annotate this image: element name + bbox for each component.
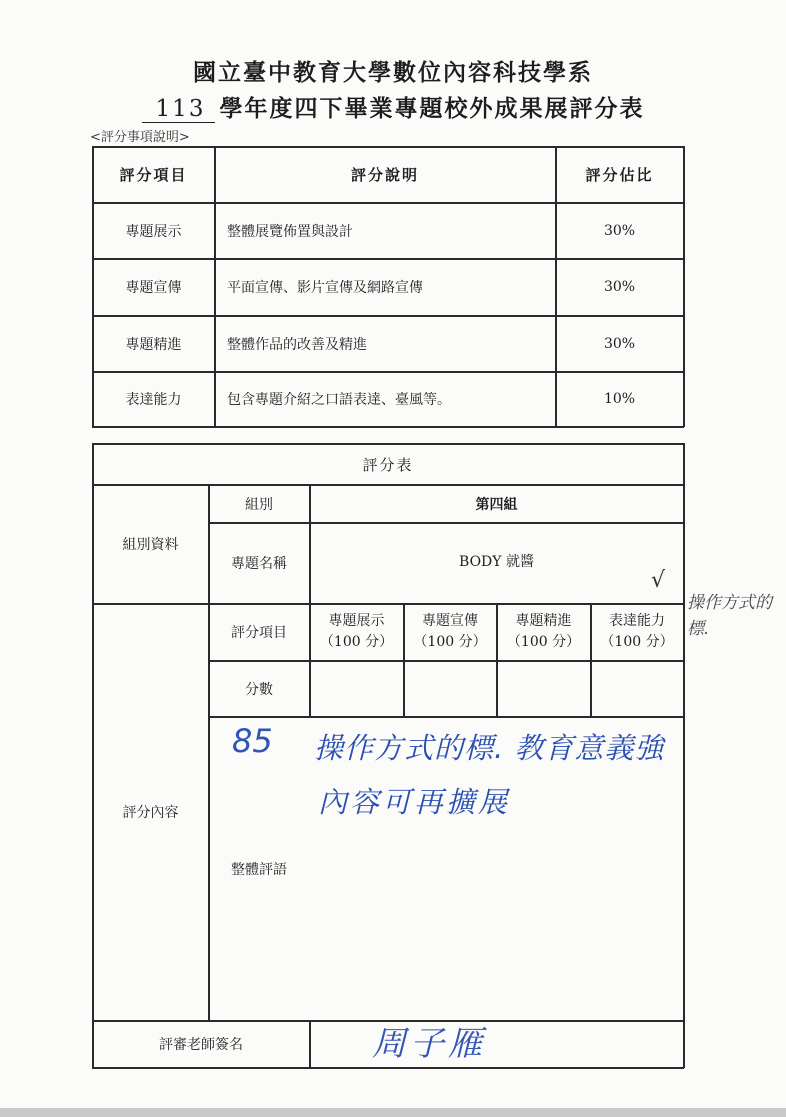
subtitle-text: 學年度四下畢業專題校外成果展評分表 bbox=[219, 95, 645, 122]
criteria-desc: 平面宣傳、影片宣傳及網路宣傳 bbox=[227, 280, 423, 296]
academic-year: 113 bbox=[142, 96, 216, 123]
group-label: 組別 bbox=[245, 496, 273, 513]
project-name-label: 專題名稱 bbox=[231, 556, 287, 572]
handwritten-comment-line2: 內容可再擴展 bbox=[318, 785, 511, 819]
criteria-desc: 整體作品的改善及精進 bbox=[227, 336, 367, 353]
score-item-name: 專題展示 bbox=[328, 613, 385, 629]
handwritten-checkmark: √ bbox=[651, 568, 666, 593]
score-item-header bbox=[404, 604, 496, 660]
section-note: <評分事項說明> bbox=[90, 130, 190, 145]
handwritten-comment-line1: 操作方式的標. 教育意義強 bbox=[314, 731, 665, 765]
score-item-max: （100 分） bbox=[506, 634, 581, 650]
score-items-label: 評分項目 bbox=[231, 625, 287, 641]
criteria-desc: 整體展覽佈置與設計 bbox=[227, 223, 353, 240]
score-item-header bbox=[497, 604, 590, 660]
score-item-header bbox=[591, 604, 683, 660]
criteria-header-ratio: 評分佔比 bbox=[585, 166, 654, 184]
criteria-item: 表達能力 bbox=[125, 392, 182, 408]
signature-label: 評審老師簽名 bbox=[159, 1037, 243, 1053]
score-item-header bbox=[310, 604, 403, 660]
criteria-item: 專題宣傳 bbox=[125, 280, 182, 296]
scan-bottom-edge bbox=[0, 1108, 786, 1117]
criteria-item: 專題展示 bbox=[125, 223, 182, 240]
criteria-ratio: 10% bbox=[603, 391, 636, 407]
group-info-label: 組別資料 bbox=[122, 537, 179, 553]
criteria-ratio: 30% bbox=[603, 279, 636, 295]
document-title: 國立臺中教育大學數位內容科技學系 bbox=[193, 59, 593, 86]
criteria-item: 專題精進 bbox=[125, 336, 182, 353]
score-item-max: （100 分） bbox=[319, 634, 394, 650]
criteria-header-item: 評分項目 bbox=[119, 166, 188, 184]
handwritten-margin-note: 操作方式的標. bbox=[687, 593, 772, 639]
score-item-name: 專題精進 bbox=[515, 613, 572, 629]
criteria-ratio: 30% bbox=[603, 335, 636, 352]
score-item-name: 專題宣傳 bbox=[422, 613, 478, 629]
handwritten-signature: 周子雁 bbox=[372, 1024, 486, 1064]
group-value: 第四組 bbox=[475, 496, 518, 513]
score-sheet-title: 評分表 bbox=[362, 455, 414, 474]
handwritten-total-score: 85 bbox=[232, 722, 273, 760]
score-label: 分數 bbox=[245, 681, 273, 698]
comment-label: 整體評語 bbox=[231, 861, 287, 878]
content-label: 評分內容 bbox=[122, 805, 179, 821]
document-subtitle bbox=[0, 90, 786, 123]
score-item-name: 表達能力 bbox=[609, 613, 665, 629]
score-item-max: （100 分） bbox=[600, 634, 674, 650]
project-name-value: BODY 就醬 bbox=[459, 554, 534, 570]
criteria-ratio: 30% bbox=[603, 222, 636, 239]
criteria-desc: 包含專題介紹之口語表達、臺風等。 bbox=[227, 392, 451, 408]
score-item-max: （100 分） bbox=[413, 634, 487, 650]
criteria-header-desc: 評分說明 bbox=[350, 166, 419, 184]
